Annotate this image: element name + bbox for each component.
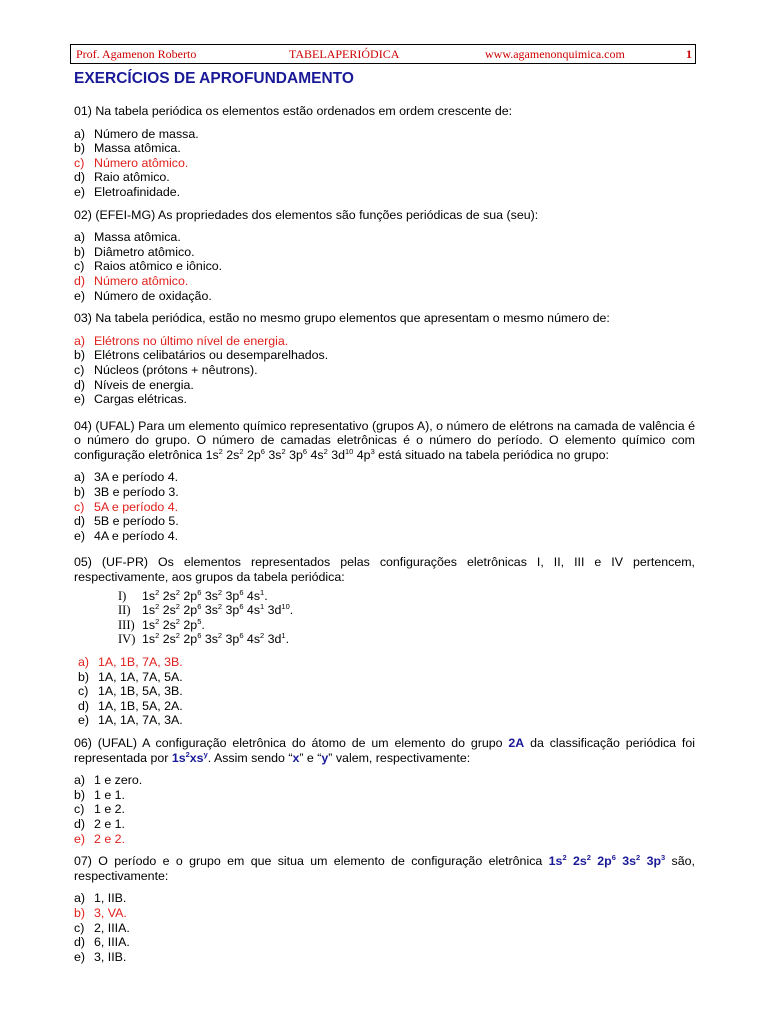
electron-configuration: $1s^2$ $2s^2$ $2p^6$ $3s^2$ $3p^6$ $4s^2$ $3d^{10}$ $4p^3$ [205,446,375,462]
option-text: Elétrons celibatários ou desemparelhados. [94,348,329,363]
option-e [74,529,695,544]
question-stem [74,419,695,463]
option-letter: a) [74,470,86,485]
option-text: Número atômico. [94,273,189,288]
stem-part: . Assim sendo “ [207,750,293,765]
question-6 [74,736,695,846]
option-letter: d) [74,816,86,831]
stem-part: 06) (UFAL) A configuração eletrônica do átomo de um elemento do grupo [74,735,509,750]
option-text: 1 e 2. [94,802,126,817]
option-text: Núcleos (prótons + nêutrons). [94,362,258,377]
header-url: www.agamenonquimica.com [485,47,625,61]
page-number: 1 [686,47,692,61]
stem-start: 04) (UFAL) Para um elemento químico representativo (grupos A), o número de elétrons na camada de valência é o número do grupo. O número de camadas eletrônicas é o número do período. O elemento químico com configuração eletrônica [74,418,695,462]
option-c [78,684,695,699]
option-list [74,773,695,846]
option-letter: a) [78,655,90,669]
page-header [70,44,696,64]
option-d [74,817,695,832]
option-text: 1A, 1A, 7A, 3A. [98,713,183,728]
option-letter: e) [78,713,90,728]
config-i [118,589,695,604]
variable-y: y [321,750,329,765]
option-a [74,891,695,906]
option-d [74,170,695,185]
question-stem: 05) (UF-PR) Os elementos representados pelas configurações eletrônicas I, II, III e IV pertencem, respectivamente, aos grupos da tabela periódica: [74,555,695,585]
option-letter: d) [74,935,86,950]
option-letter: a) [74,126,86,141]
option-letter: c) [74,920,85,935]
electron-configuration: $1s^2$ $2s^2$ $2p^5$. [142,616,205,632]
option-d [74,935,695,950]
option-letter: e) [74,184,86,199]
option-text: 5A e período 4. [94,499,179,514]
option-text: 1A, 1B, 5A, 2A. [98,698,183,713]
option-letter: a) [74,333,86,348]
option-a [74,773,695,788]
question-1 [74,104,695,200]
option-list [74,655,695,728]
config-iii [118,618,695,633]
group-label: 2A [508,735,525,750]
option-letter: e) [74,949,86,964]
option-letter: a) [74,891,86,906]
option-text: Número atômico. [94,155,189,170]
option-letter: d) [74,377,86,392]
option-text: Diâmetro atômico. [94,244,195,259]
option-text: 1A, 1A, 7A, 5A. [98,669,183,684]
question-stem: 03) Na tabela periódica, estão no mesmo grupo elementos que apresentam o mesmo número de: [74,311,610,326]
option-text: 3A e período 4. [94,470,179,485]
option-letter: e) [74,831,86,846]
option-list [74,334,695,407]
option-letter: c) [74,259,85,274]
option-letter: b) [74,244,86,259]
option-letter: b) [74,348,86,363]
option-text: 1A, 1B, 5A, 3B. [98,684,183,699]
question-4 [74,419,695,544]
configuration-formula: $1s^2xs^y$ [171,749,208,765]
option-list [74,891,695,964]
option-text: 3, VA. [94,905,127,920]
option-e [74,289,695,304]
option-list [74,127,695,200]
exercise-list [74,104,695,972]
option-text: 3B e período 3. [94,485,179,500]
option-a [74,230,695,245]
option-c [74,921,695,936]
option-b-correct [74,906,695,921]
option-text: Raio atômico. [94,170,170,185]
option-letter: b) [74,485,86,500]
electron-configuration: $1s^2$ $2s^2$ $2p^6$ $3s^2$ $3p^3$ [548,853,666,869]
question-stem: 02) (EFEI-MG) As propriedades dos elementos são funções periódicas de sua (seu): [74,207,539,222]
electron-configuration: $1s^2$ $2s^2$ $2p^6$ $3s^2$ $3p^6$ $4s^1$ $3d^{10}$. [142,602,294,618]
option-text: Níveis de energia. [94,377,194,392]
option-c [74,259,695,274]
roman-label: II) [118,603,131,618]
option-b [74,348,695,363]
option-letter: e) [74,288,86,303]
option-letter: d) [78,698,90,713]
option-b [74,485,695,500]
option-text: 5B e período 5. [94,514,179,529]
option-e [74,185,695,200]
option-e [74,392,695,407]
option-a-correct [78,655,695,670]
option-a [74,470,695,485]
electron-configuration: $1s^2$ $2s^2$ $2p^6$ $3s^2$ $3p^6$ $4s^1$. [142,587,268,603]
option-letter: d) [74,514,86,529]
option-text: 1, IIB. [94,891,127,906]
question-5 [74,555,695,728]
option-letter: c) [74,362,85,377]
option-text: Massa atômica. [94,230,181,245]
header-author: Prof. Agamenon Roberto [76,47,197,61]
option-list [74,230,695,303]
option-b [74,141,695,156]
question-7 [74,854,695,964]
option-list [74,470,695,543]
section-title: EXERCÍCIOS DE APROFUNDAMENTO [74,70,354,87]
option-c [74,363,695,378]
option-b [78,670,695,685]
option-d-correct [74,274,695,289]
option-text: Número de massa. [94,126,199,141]
option-letter: d) [74,170,86,185]
option-letter: c) [74,802,85,817]
stem-part: são, respectivamente: [74,854,695,883]
option-letter: c) [74,155,85,170]
question-stem [74,854,695,883]
question-2 [74,208,695,304]
option-d [74,514,695,529]
question-stem: 01) Na tabela periódica os elementos estão ordenados em ordem crescente de: [74,104,513,118]
configuration-list [74,589,695,647]
option-d [78,699,695,714]
option-d [74,378,695,393]
stem-part: 07) O período e o grupo em que situa um elemento de configuração eletrônica [74,854,549,869]
option-letter: d) [74,273,86,288]
option-text: 1A, 1B, 7A, 3B. [98,655,183,669]
question-stem [74,736,695,765]
option-text: Número de oxidação. [94,288,212,303]
option-text: 1 e 1. [94,787,126,802]
config-iv [118,632,695,647]
config-ii [118,603,695,618]
stem-end: está situado na tabela periódica no grupo: [374,447,609,462]
option-letter: b) [74,787,86,802]
option-c [74,802,695,817]
stem-part: ” e “ [299,750,322,765]
option-text: Raios atômico e iônico. [94,259,223,274]
option-letter: e) [74,392,86,407]
option-text: 4A e período 4. [94,528,179,543]
option-c-correct [74,500,695,515]
option-c-correct [74,156,695,171]
option-letter: b) [78,669,90,684]
option-b [74,245,695,260]
option-text: Massa atômica. [94,141,181,156]
option-text: Cargas elétricas. [94,392,187,407]
variable-x: x [292,750,300,765]
roman-label: III) [118,617,135,632]
question-3 [74,311,695,407]
option-letter: c) [78,684,89,699]
option-text: 2 e 2. [94,831,126,846]
option-a [74,127,695,142]
option-letter: b) [74,905,86,920]
option-text: 3, IIB. [94,949,127,964]
option-text: 6, IIIA. [94,935,130,950]
header-title: TABELAPERIÓDICA [289,47,400,61]
option-letter: b) [74,141,86,156]
stem-part: ” valem, respectivamente: [328,750,471,765]
option-letter: a) [74,773,86,788]
stem-part: da classificação periódica foi representada por [74,735,695,765]
option-text: Elétrons no último nível de energia. [94,333,289,348]
option-e [74,950,695,965]
option-a-correct [74,334,695,349]
option-text: 1 e zero. [94,773,143,788]
option-b [74,788,695,803]
electron-configuration: $1s^2$ $2s^2$ $2p^6$ $3s^2$ $3p^6$ $4s^2$ $3d^1$. [142,631,290,647]
option-e-correct [74,832,695,847]
option-letter: a) [74,230,86,245]
option-letter: e) [74,528,86,543]
roman-label: I) [118,588,127,603]
option-text: 2 e 1. [94,816,126,831]
roman-label: IV) [118,632,136,647]
option-letter: c) [74,499,85,514]
option-text: 2, IIIA. [94,920,130,935]
option-e [78,713,695,728]
option-text: Eletroafinidade. [94,184,181,199]
